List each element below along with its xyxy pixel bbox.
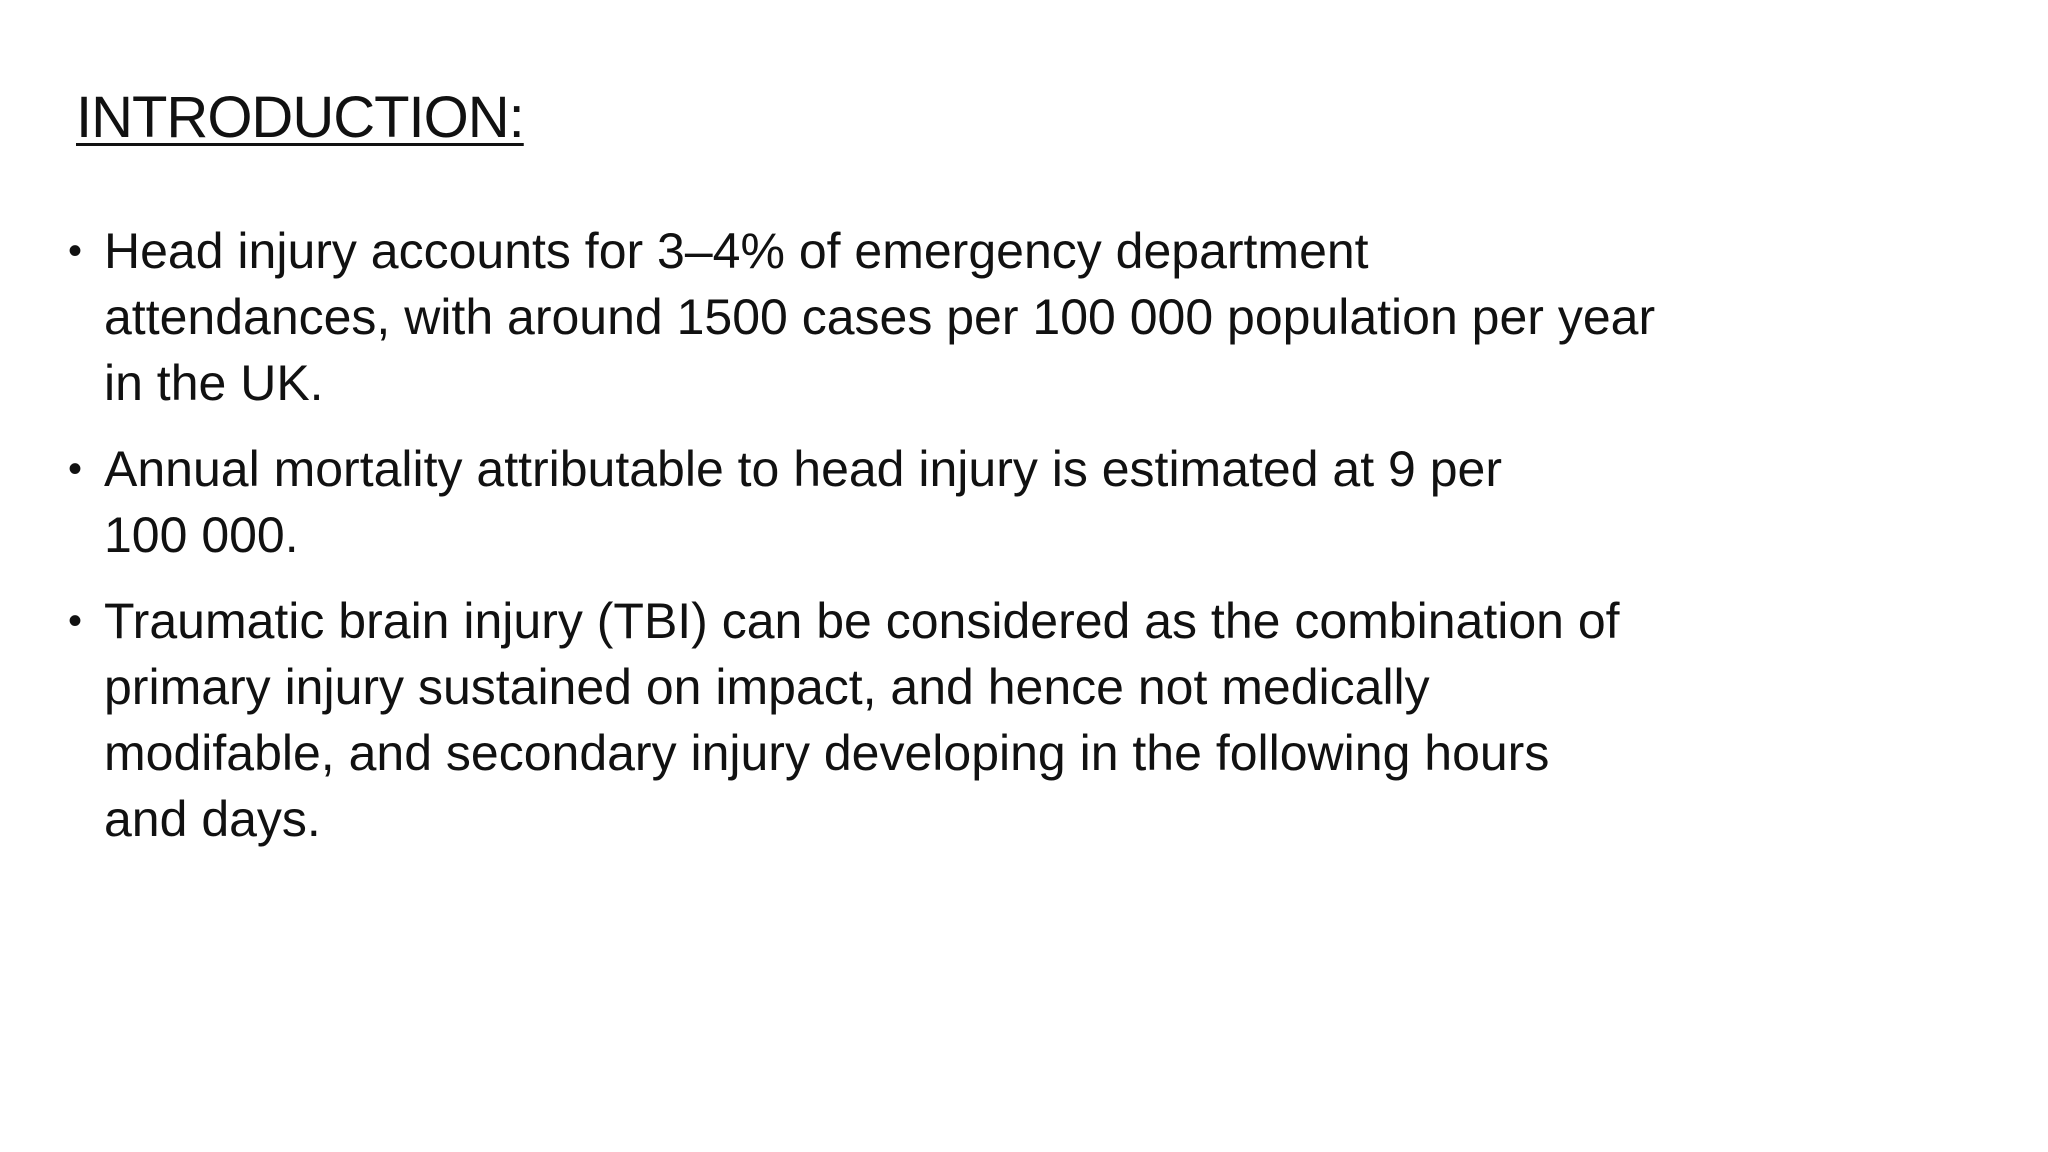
bullet-dot-icon: • xyxy=(68,599,83,643)
bullet-list xyxy=(60,218,1820,872)
bullet-line: modifable, and secondary injury developing in the following hours xyxy=(104,725,1550,781)
bullet-line: attendances, with around 1500 cases per 100 000 population per year xyxy=(104,289,1656,345)
bullet-dot-icon: • xyxy=(68,229,83,273)
bullet-line: Head injury accounts for 3–4% of emergency department xyxy=(104,223,1369,279)
slide-title: INTRODUCTION: xyxy=(76,85,524,150)
bullet-line: in the UK. xyxy=(104,355,324,411)
bullet-line: primary injury sustained on impact, and hence not medically xyxy=(104,659,1430,715)
bullet-line: Traumatic brain injury (TBI) can be considered as the combination of xyxy=(104,593,1620,649)
bullet-line: and days. xyxy=(104,791,321,847)
bullet-line: Annual mortality attributable to head injury is estimated at 9 per xyxy=(104,441,1502,497)
bullet-item-2 xyxy=(60,436,1820,568)
bullet-dot-icon: • xyxy=(68,447,83,491)
bullet-line: 100 000. xyxy=(104,507,299,563)
bullet-item-3 xyxy=(60,588,1820,852)
bullet-item-1 xyxy=(60,218,1820,416)
